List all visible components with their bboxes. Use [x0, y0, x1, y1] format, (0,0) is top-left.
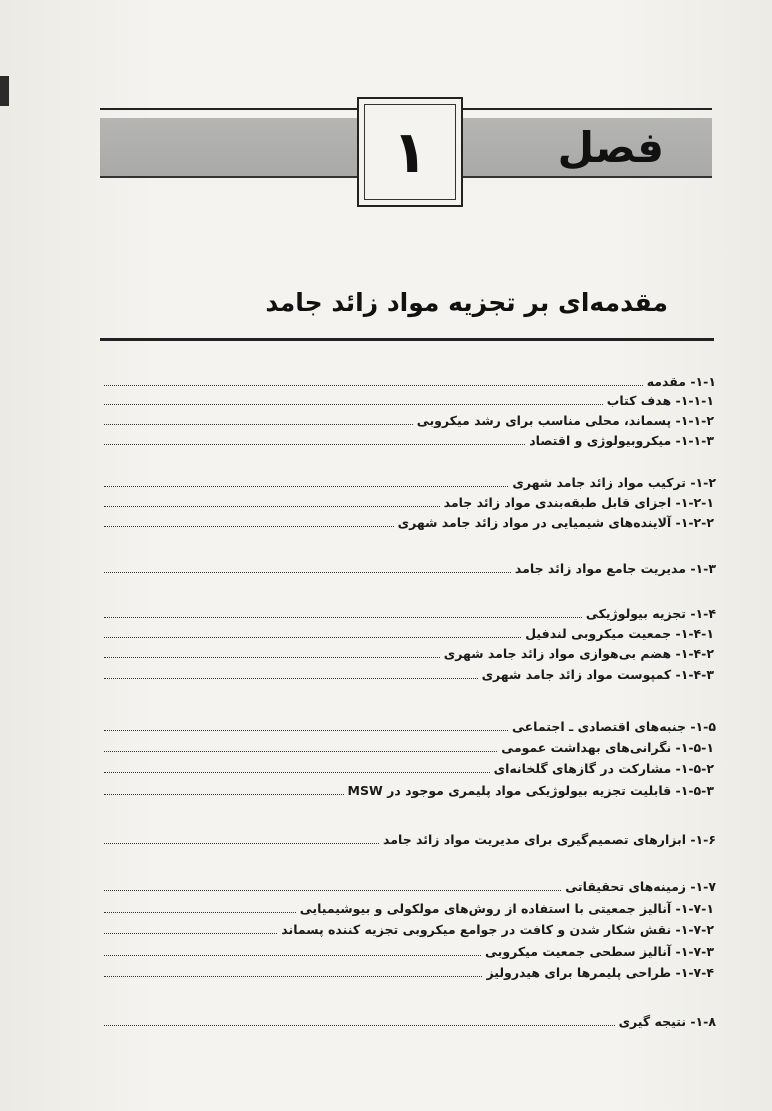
- toc-entry-label: ۱-۱- مقدمه: [646, 374, 716, 389]
- toc-leader-dots: [104, 912, 296, 913]
- toc-entry-label: ۱-۱-۳- میکروبیولوژی و اقتصاد: [529, 433, 714, 448]
- toc-entry-label: ۱-۶- ابزارهای تصمیم‌گیری برای مدیریت مواد زائد جامد: [383, 832, 716, 847]
- toc-entry-label: ۱-۷- زمینه‌های تحقیقاتی: [565, 879, 716, 894]
- toc-entry-label: ۱-۴- تجزیه بیولوژیکی: [585, 606, 716, 621]
- toc-leader-dots: [104, 678, 478, 679]
- toc-leader-dots: [104, 890, 561, 891]
- toc-leader-dots: [104, 404, 603, 405]
- toc-leader-dots: [104, 976, 482, 977]
- toc-entry-label: ۱-۵-۱- نگرانی‌های بهداشت عمومی: [501, 740, 714, 755]
- toc-entry-label: ۱-۲- ترکیب مواد زائد جامد شهری: [512, 475, 716, 490]
- toc-entry[interactable]: [100, 372, 716, 391]
- chapter-label: فصل: [557, 123, 664, 172]
- toc-entry[interactable]: [100, 411, 716, 430]
- toc-entry[interactable]: [100, 431, 716, 450]
- toc-leader-dots: [104, 572, 511, 573]
- toc-entry[interactable]: [100, 665, 716, 684]
- toc-entry[interactable]: [100, 493, 716, 512]
- toc-leader-dots: [104, 794, 344, 795]
- toc-leader-dots: [104, 617, 582, 618]
- toc-entry-label: ۱-۷-۲- نقش شکار شدن و کافت در جوامع میکروبی تجزیه کننده پسماند: [281, 922, 714, 937]
- toc-entry-label: ۱-۴-۳- کمپوست مواد زائد جامد شهری: [481, 667, 714, 682]
- toc-entry-label: ۱-۷-۱- آنالیز جمعیتی با استفاده از روش‌های مولکولی و بیوشیمیایی: [299, 901, 714, 916]
- toc-leader-dots: [104, 526, 394, 527]
- toc-entry[interactable]: [100, 717, 716, 736]
- toc-leader-dots: [104, 486, 508, 487]
- toc-entry-label: ۱-۴-۱- جمعیت میکروبی لندفیل: [525, 626, 714, 641]
- toc-entry-label: ۱-۲-۱- اجزای قابل طبقه‌بندی مواد زائد جامد: [443, 495, 714, 510]
- toc-entry[interactable]: [100, 877, 716, 896]
- toc-leader-dots: [104, 955, 481, 956]
- toc-entry-label: ۱-۲-۲- آلاینده‌های شیمیایی در مواد زائد جامد شهری: [397, 515, 714, 530]
- toc-entry[interactable]: [100, 963, 716, 982]
- toc-entry[interactable]: [100, 559, 716, 578]
- toc-entry[interactable]: [100, 830, 716, 849]
- chapter-number: ۱: [392, 118, 428, 186]
- toc-leader-dots: [104, 444, 525, 445]
- toc-leader-dots: [104, 843, 379, 844]
- toc-leader-dots: [104, 772, 490, 773]
- toc-entry-label: ۱-۵-۳- قابلیت تجزیه بیولوژیکی مواد پلیمری موجود در MSW: [347, 783, 714, 798]
- toc-entry[interactable]: [100, 738, 716, 757]
- toc-leader-dots: [104, 1025, 615, 1026]
- toc-entry-label: ۱-۵-۲- مشارکت در گازهای گلخانه‌ای: [493, 761, 714, 776]
- toc-entry-label: ۱-۳- مدیریت جامع مواد زائد جامد: [514, 561, 716, 576]
- toc-entry-label: ۱-۷-۴- طراحی پلیمرها برای هیدرولیز: [486, 965, 714, 980]
- toc-entry[interactable]: [100, 513, 716, 532]
- toc-entry-label: ۱-۵- جنبه‌های اقتصادی ـ اجتماعی: [511, 719, 716, 734]
- toc-leader-dots: [104, 385, 643, 386]
- toc-entry[interactable]: [100, 759, 716, 778]
- toc-entry[interactable]: [100, 391, 716, 410]
- toc-leader-dots: [104, 751, 497, 752]
- toc-entry[interactable]: [100, 781, 716, 800]
- chapter-title: مقدمه‌ای بر تجزیه مواد زائد جامد: [265, 288, 668, 317]
- page-edge-mark: [0, 76, 9, 106]
- toc-leader-dots: [104, 933, 277, 934]
- toc-leader-dots: [104, 506, 440, 507]
- toc-entry[interactable]: [100, 604, 716, 623]
- chapter-number-box: [364, 104, 456, 200]
- toc-entry-label: ۱-۴-۲- هضم بی‌هوازی مواد زائد جامد شهری: [443, 646, 714, 661]
- toc-entry[interactable]: [100, 1012, 716, 1031]
- toc-entry-label: ۱-۸- نتیجه گیری: [618, 1014, 716, 1029]
- toc-entry-label: ۱-۱-۱- هدف کتاب: [606, 393, 714, 408]
- toc-entry[interactable]: [100, 920, 716, 939]
- toc-entry-label: ۱-۱-۲- پسماند، محلی مناسب برای رشد میکروبی: [416, 413, 714, 428]
- title-rule: [100, 338, 714, 341]
- toc-entry[interactable]: [100, 942, 716, 961]
- toc-entry[interactable]: [100, 899, 716, 918]
- toc-entry[interactable]: [100, 473, 716, 492]
- toc-leader-dots: [104, 657, 440, 658]
- toc-entry[interactable]: [100, 644, 716, 663]
- toc-entry-label: ۱-۷-۳- آنالیز سطحی جمعیت میکروبی: [484, 944, 714, 959]
- toc-entry[interactable]: [100, 624, 716, 643]
- toc-leader-dots: [104, 730, 508, 731]
- toc-leader-dots: [104, 637, 521, 638]
- toc-leader-dots: [104, 424, 413, 425]
